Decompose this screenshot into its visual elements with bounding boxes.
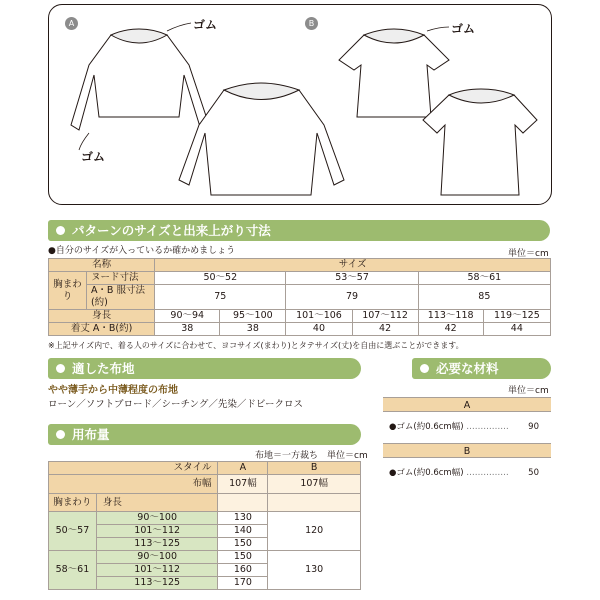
section-size-title: パターンのサイズと出来上がり寸法 (72, 223, 271, 238)
yardage-height: 113〜125 (96, 538, 218, 551)
section-fabric-title: 適した布地 (72, 361, 135, 376)
illustration-panel (48, 4, 552, 205)
section-materials-header (412, 358, 551, 379)
yardage-a-value: 150 (218, 551, 268, 564)
size-table (48, 258, 551, 336)
size-garment-label: A・B 服寸法(約) (86, 285, 154, 310)
materials-unit: 単位＝cm (508, 386, 549, 396)
size-garment-value: 75 (155, 285, 286, 310)
section-materials-title: 必要な材料 (436, 361, 499, 376)
gomu-label-b-top: ゴム (451, 22, 476, 36)
bullet-dot-icon (420, 364, 429, 373)
size-height-value: 113〜118 (418, 310, 483, 323)
size-length-value: 44 (483, 323, 550, 336)
size-note: ●自分のサイズが入っているか確かめましょう (48, 246, 236, 256)
materials-b-item: ●ゴム(約0.6cm幅) (389, 468, 464, 478)
yardage-a-value: 140 (218, 525, 268, 538)
size-length-value: 38 (220, 323, 286, 336)
yardage-note: 布地＝一方裁ち 単位＝cm (255, 451, 368, 461)
yardage-b-value: 120 (268, 512, 361, 551)
materials-a-item: ●ゴム(約0.6cm幅) (389, 422, 464, 432)
section-fabric-header (48, 358, 361, 379)
yardage-col-b: B (268, 462, 361, 475)
blouse-a-back (71, 35, 209, 130)
materials-a-row (383, 412, 551, 443)
yardage-height: 90〜100 (96, 551, 218, 564)
size-height-label: 身長 (49, 310, 155, 323)
section-yardage-header (48, 424, 361, 445)
yardage-table (48, 461, 361, 590)
materials-b-header: B (383, 443, 551, 458)
materials-a-header: A (383, 397, 551, 412)
yardage-width-label: 布幅 (49, 475, 218, 494)
size-chest-label: 胸まわり (49, 272, 87, 310)
materials-a-value: 90 (528, 422, 539, 432)
size-height-value: 119〜125 (483, 310, 550, 323)
size-header-name: 名称 (49, 259, 155, 272)
materials-b-row (383, 458, 551, 489)
yardage-height-label: 身長 (96, 494, 218, 512)
yardage-col-a: A (218, 462, 268, 475)
yardage-a-value: 130 (218, 512, 268, 525)
size-length-label: 着丈 A・B(約) (49, 323, 155, 336)
size-height-value: 90〜94 (155, 310, 220, 323)
section-yardage-title: 用布量 (72, 427, 110, 442)
yardage-empty-cell (268, 494, 361, 512)
yardage-a-value: 170 (218, 577, 268, 590)
leader-dots: …………… (466, 422, 509, 432)
section-size-header (48, 220, 550, 241)
size-nude-value: 53〜57 (286, 272, 418, 285)
yardage-a-value: 150 (218, 538, 268, 551)
size-height-value: 107〜112 (352, 310, 418, 323)
size-nude-value: 58〜61 (418, 272, 550, 285)
bullet-dot-icon (56, 226, 65, 235)
size-unit: 単位＝cm (508, 249, 549, 259)
size-footnote: ※上記サイズ内で、着る人のサイズに合わせて、ヨコサイズ(まわり)とタテサイズ(丈)を自由に選ぶことができます。 (48, 341, 464, 350)
garment-illustrations (49, 5, 553, 206)
materials-box (383, 397, 551, 489)
yardage-a-value: 160 (218, 564, 268, 577)
gomu-label-a-top: ゴム (193, 18, 218, 32)
bullet-dot-icon (56, 430, 65, 439)
fabric-list: ローン／ソフトブロード／シーチング／先染／ドビークロス (48, 399, 303, 410)
yardage-height: 113〜125 (96, 577, 218, 590)
yardage-b-value: 130 (268, 551, 361, 590)
yardage-group1: 50〜57 (49, 512, 97, 551)
bullet-dot-icon (56, 364, 65, 373)
gomu-label-a-cuff: ゴム (81, 150, 106, 164)
yardage-empty-cell (218, 494, 268, 512)
size-height-value: 101〜106 (286, 310, 352, 323)
yardage-chest-label: 胸まわり (49, 494, 97, 512)
blouse-a-front (179, 90, 344, 195)
size-nude-value: 50〜52 (155, 272, 286, 285)
size-length-value: 38 (155, 323, 220, 336)
yardage-style-label: スタイル (49, 462, 218, 475)
size-nude-label: ヌード寸法 (86, 272, 154, 285)
yardage-width-a: 107幅 (218, 475, 268, 494)
label-b-circle: B (305, 17, 318, 30)
blouse-b-back (339, 35, 449, 117)
fabric-subtitle: やや薄手から中薄程度の布地 (48, 385, 178, 396)
size-height-value: 95〜100 (220, 310, 286, 323)
size-length-value: 42 (418, 323, 483, 336)
label-a-circle: A (65, 17, 78, 30)
size-header-size: サイズ (155, 259, 551, 272)
blouse-b-front (423, 95, 537, 195)
size-length-value: 40 (286, 323, 352, 336)
size-length-value: 42 (352, 323, 418, 336)
leader-dots: …………… (466, 468, 509, 478)
yardage-width-b: 107幅 (268, 475, 361, 494)
yardage-height: 101〜112 (96, 564, 218, 577)
yardage-height: 101〜112 (96, 525, 218, 538)
size-garment-value: 79 (286, 285, 418, 310)
materials-b-value: 50 (528, 468, 539, 478)
yardage-height: 90〜100 (96, 512, 218, 525)
size-garment-value: 85 (418, 285, 550, 310)
yardage-group2: 58〜61 (49, 551, 97, 590)
